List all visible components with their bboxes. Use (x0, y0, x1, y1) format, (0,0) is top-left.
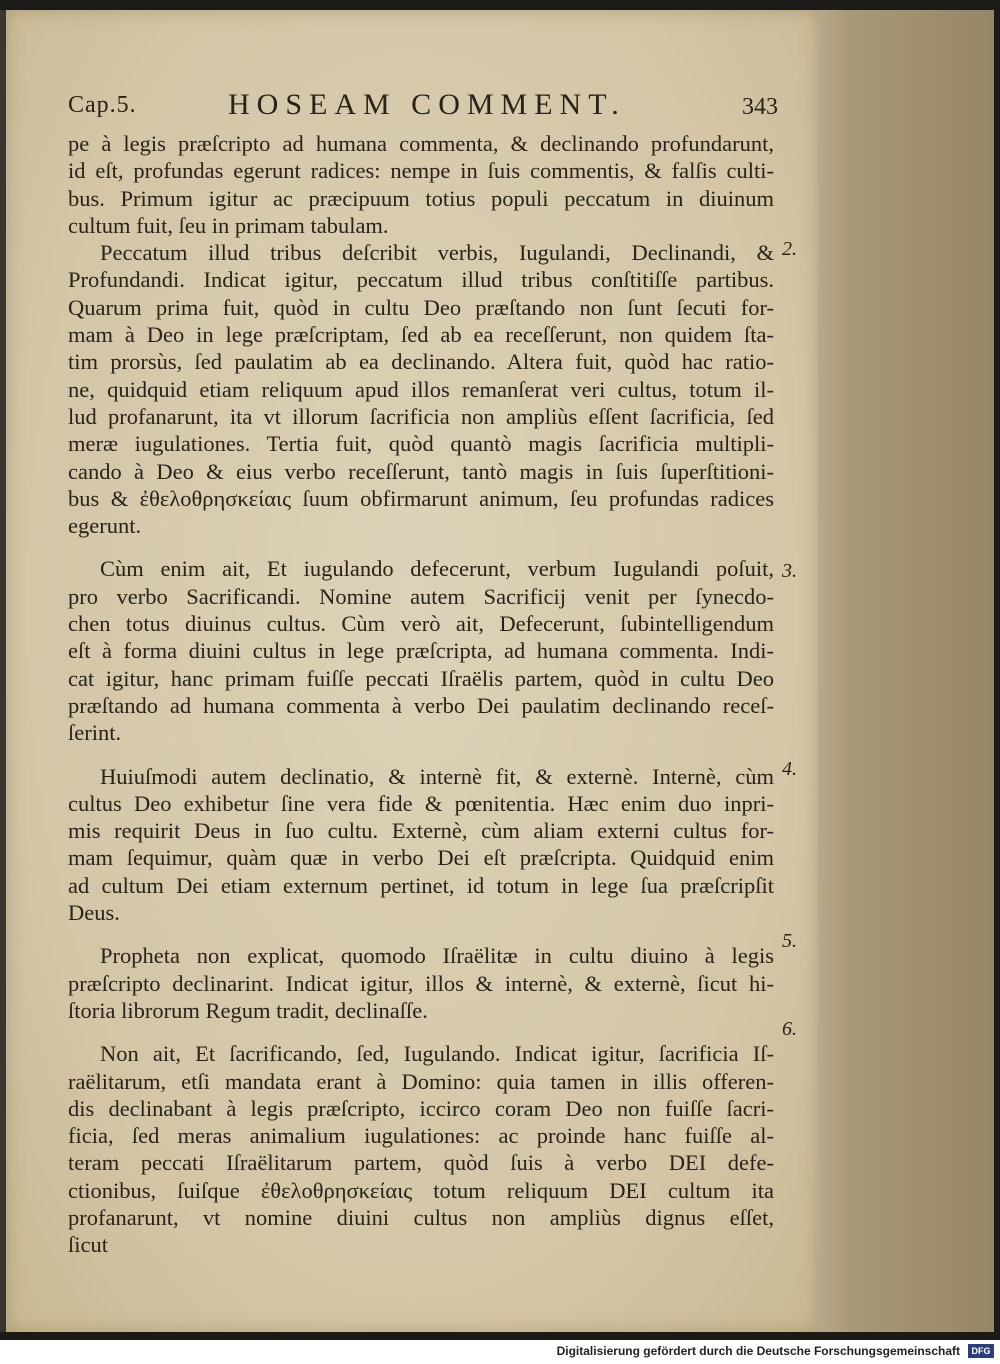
margin-number: 3. (782, 560, 797, 582)
text-line: lud profanarunt, ita vt illorum ſacrificia non ampliùs eſſent ſacrificia, ſed (68, 403, 774, 429)
page-number: 343 (742, 94, 778, 120)
text-line: egerunt. (68, 513, 142, 539)
paragraph (68, 763, 774, 927)
text-line: id eſt, profundas egerunt radices: nempe in ſuis commentis, & falſis culti- (68, 158, 774, 184)
text-line: Propheta non explicat, quomodo Iſraëlitæ in cultu diuino à legis (100, 943, 774, 969)
text-line: Non ait, Et ſacrificando, ſed, Iugulando. Indicat igitur, ſacrificia Iſ- (100, 1041, 774, 1067)
text-line: cultus Deo exhibetur ſine vera fide & pœnitentia. Hæc enim duo inpri- (68, 790, 774, 816)
text-line: teram peccati Iſraëlitarum partem, quòd ſuis à verbo DEI defe- (68, 1150, 774, 1176)
text-line: bus & ἐθελοθρησκείαις ſuum obfirmarunt animum, ſeu profundas radices (68, 485, 774, 511)
text-line: dis declinabant à legis præſcripto, iccirco coram Deo non fuiſſe ſacri- (68, 1095, 774, 1121)
text-line: ficia, ſed meras animalium iugulationes: ac proinde hanc fuiſſe al- (68, 1123, 774, 1149)
margin-number: 5. (782, 930, 797, 952)
text-line: ſtoria librorum Regum tradit, declinaſſe. (68, 997, 428, 1023)
paragraph (68, 239, 774, 539)
text-line: Profundandi. Indicat igitur, peccatum illud tribus conſtitiſſe partibus. (68, 267, 774, 293)
running-header (68, 88, 778, 128)
text-line: præſcripto declinarint. Indicat igitur, illos & internè, & externè, ſicut hi- (68, 970, 774, 996)
text-line: ctionibus, ſuiſque ἐθελοθρησκείαις totum reliquum DEI cultum ita (68, 1177, 774, 1203)
paragraph-gap (68, 1024, 774, 1040)
text-line: ſerint. (68, 720, 122, 746)
text-line: tim prorsùs, ſed paulatim ab ea declinando. Altera fuit, quòd hac ratio- (68, 349, 774, 375)
text-line: eſt à forma diuini cultus in lege præſcripta, ad humana commenta. Indi- (68, 638, 774, 664)
running-title: HOSEAM COMMENT. (228, 88, 626, 121)
dfg-logo: DFG (968, 1344, 994, 1358)
paragraph (68, 1040, 774, 1258)
text-line: ne, quidquid etiam reliquum apud illos remanſerat veri cultus, totum il- (68, 376, 774, 402)
text-line: mam à Deo in lege præſcriptam, ſed ab ea receſſerunt, non quidem ſta- (68, 322, 774, 348)
text-line: ad cultum Dei etiam externum pertinet, id totum in lege ſua præſcripſit (68, 872, 774, 898)
text-line: pro verbo Sacrificandi. Nomine autem Sacrificij venit per ſynecdo- (68, 583, 774, 609)
paragraph-gap (68, 539, 774, 555)
margin-numbers (782, 0, 822, 1340)
digitization-footer (0, 1340, 1000, 1364)
text-line: meræ iugulationes. Tertia fuit, quòd quantò magis ſacrificia multipli- (68, 431, 774, 457)
text-line: præſtando ad humana commenta à verbo Dei paulatim declinando receſ- (68, 692, 774, 718)
text-line: Peccatum illud tribus deſcribit verbis, Iugulandi, Declinandi, & (100, 240, 774, 266)
margin-number: 4. (782, 758, 797, 780)
body-text (68, 130, 774, 1259)
text-line: pe à legis præſcripto ad humana commenta, & declinando profundarunt, (68, 131, 774, 156)
paragraph-gap (68, 926, 774, 942)
paragraph (68, 555, 774, 746)
chapter-label: Cap.5. (68, 92, 137, 118)
paragraph (68, 942, 774, 1024)
text-line: profanarunt, vt nomine diuini cultus non ampliùs dignus eſſet, (68, 1204, 774, 1230)
margin-number: 6. (782, 1018, 797, 1040)
text-line: Cùm enim ait, Et iugulando defecerunt, verbum Iugulandi poſuit, (100, 556, 774, 582)
text-line: raëlitarum, etſi mandata erant à Domino: quia tamen in illis offeren- (68, 1068, 774, 1094)
text-line: Deus. (68, 900, 120, 926)
text-line: Quarum prima fuit, quòd in cultu Deo præſtando non ſunt ſecuti for- (68, 294, 774, 320)
margin-number: 2. (782, 238, 797, 260)
paragraph-gap (68, 747, 774, 763)
facing-page-edge (818, 10, 994, 1332)
text-line: cultum fuit, ſeu in primam tabulam. (68, 212, 389, 238)
text-line: cat igitur, hanc primam fuiſſe peccati Iſraëlis partem, quòd in cultu Deo (68, 665, 774, 691)
text-line: cando à Deo & eius verbo receſſerunt, tantò magis in ſuis ſuperſtitioni- (68, 458, 774, 484)
text-line: mam ſequimur, quàm quæ in verbo Dei eſt præſcripta. Quidquid enim (68, 845, 774, 871)
text-line: Huiuſmodi autem declinatio, & internè fit, & externè. Internè, cùm (100, 763, 774, 789)
text-line: mis requirit Deus in ſuo cultu. Externè, cùm aliam externi cultus for- (68, 818, 774, 844)
text-line: bus. Primum igitur ac præcipuum totius populi peccatum in diuinum (68, 185, 774, 211)
text-line: chen totus diuinus cultus. Cùm verò ait, Defecerunt, ſubintelligendum (68, 611, 774, 637)
funding-credit: Digitalisierung gefördert durch die Deutsche Forschungsgemeinschaft (556, 1344, 960, 1358)
paragraph (68, 130, 774, 239)
text-line: ſicut (68, 1232, 108, 1258)
